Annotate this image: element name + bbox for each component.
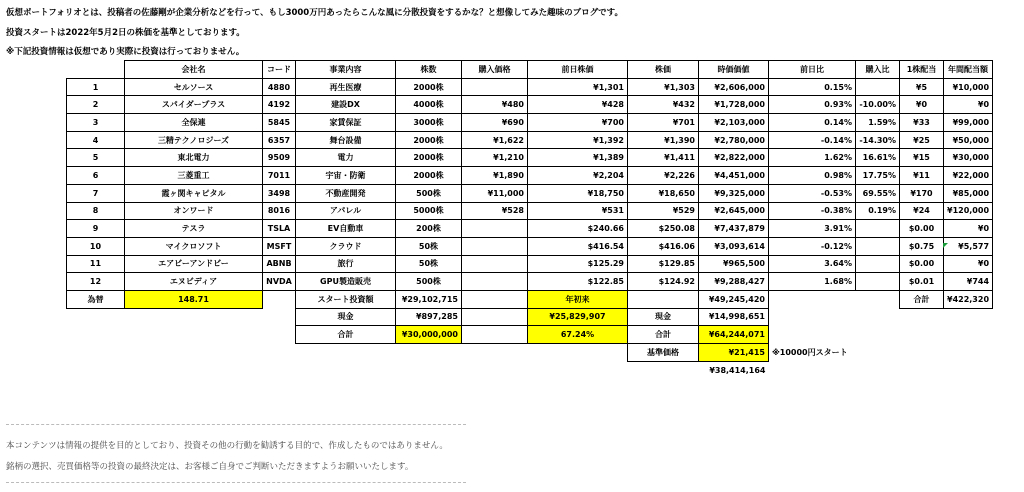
summary-row-4 — [67, 344, 993, 362]
header-cell: 1株配当 — [900, 61, 944, 79]
cell-annual: ¥10,000 — [944, 78, 993, 96]
cell-buychg — [856, 78, 900, 96]
cell-shares: 200株 — [396, 220, 462, 238]
cell-business: 舞台設備 — [296, 131, 396, 149]
header-cell: 時価価値 — [699, 61, 769, 79]
cell-value: ¥9,288,427 — [699, 273, 769, 291]
table-row — [67, 114, 993, 132]
divider — [6, 424, 466, 425]
cell-buychg: 16.61% — [856, 149, 900, 167]
ytd-percent: 67.24% — [528, 326, 628, 344]
cell-value: ¥3,093,614 — [699, 237, 769, 255]
comment-indicator-icon — [943, 243, 948, 248]
cell-buychg: -10.00% — [856, 96, 900, 114]
cell-name: 三菱重工 — [125, 167, 263, 185]
cell-shares: 2000株 — [396, 167, 462, 185]
cell-div: ¥25 — [900, 131, 944, 149]
cell-code: 5845 — [263, 114, 296, 132]
cell-business: EV自動車 — [296, 220, 396, 238]
summary-row-3 — [67, 326, 993, 344]
cell-prev: ¥531 — [528, 202, 628, 220]
base-price-value: ¥21,415 — [699, 344, 769, 362]
table-row — [67, 78, 993, 96]
portfolio-table — [66, 60, 993, 379]
cell-no: 12 — [67, 273, 125, 291]
cell-business: 家賃保証 — [296, 114, 396, 132]
cell-name: 全保連 — [125, 114, 263, 132]
cell-div: ¥15 — [900, 149, 944, 167]
cell-div: $0.00 — [900, 220, 944, 238]
cell-value: ¥4,451,000 — [699, 167, 769, 185]
cell-shares: 50株 — [396, 255, 462, 273]
cell-buychg — [856, 273, 900, 291]
cell-no: 11 — [67, 255, 125, 273]
current-invest-value: ¥49,245,420 — [699, 290, 769, 308]
cell-business: 旅行 — [296, 255, 396, 273]
cell-prev: ¥18,750 — [528, 184, 628, 202]
cell-code: TSLA — [263, 220, 296, 238]
table-row — [67, 167, 993, 185]
cell-price: ¥701 — [628, 114, 699, 132]
cell-name: エアビーアンドビー — [125, 255, 263, 273]
cell-buy: ¥690 — [462, 114, 528, 132]
cell-no: 4 — [67, 131, 125, 149]
cell-price: $129.85 — [628, 255, 699, 273]
summary-row-5 — [67, 361, 993, 379]
extra-value: ¥38,414,164 — [709, 365, 766, 375]
cell-no: 1 — [67, 78, 125, 96]
cell-daychg: 0.14% — [769, 114, 856, 132]
cell-value: ¥7,437,879 — [699, 220, 769, 238]
cell-buychg — [856, 220, 900, 238]
cell-business: 宇宙・防衛 — [296, 167, 396, 185]
cell-value: ¥965,500 — [699, 255, 769, 273]
cell-daychg: 0.93% — [769, 96, 856, 114]
cell-prev: ¥1,389 — [528, 149, 628, 167]
cell-shares: 50株 — [396, 237, 462, 255]
table-row — [67, 131, 993, 149]
cell-value: ¥2,822,000 — [699, 149, 769, 167]
cell-buy: ¥1,890 — [462, 167, 528, 185]
cell-code: 7011 — [263, 167, 296, 185]
cell-no: 3 — [67, 114, 125, 132]
cell-business: 再生医療 — [296, 78, 396, 96]
cell-no: 2 — [67, 96, 125, 114]
cell-buychg: -14.30% — [856, 131, 900, 149]
cell-value: ¥1,728,000 — [699, 96, 769, 114]
cell-div: ¥170 — [900, 184, 944, 202]
cell-name: セルソース — [125, 78, 263, 96]
header-cell: 購入価格 — [462, 61, 528, 79]
summary-row-1 — [67, 290, 993, 308]
cell-buy — [462, 255, 528, 273]
table-row — [67, 273, 993, 291]
intro-line-3: ※下記投資情報は仮想であり実際に投資は行っておりません。 — [6, 47, 245, 57]
cell-shares: 4000株 — [396, 96, 462, 114]
cell-annual: ¥5,577 — [944, 237, 993, 255]
cell-business: GPU製造販売 — [296, 273, 396, 291]
cell-daychg: -0.53% — [769, 184, 856, 202]
header-cell: コード — [263, 61, 296, 79]
cell-annual: ¥744 — [944, 273, 993, 291]
table-row — [67, 202, 993, 220]
cell-value: ¥2,780,000 — [699, 131, 769, 149]
cell-buy: ¥11,000 — [462, 184, 528, 202]
cell-business: アパレル — [296, 202, 396, 220]
cell-business: 不動産開発 — [296, 184, 396, 202]
cell-div: ¥33 — [900, 114, 944, 132]
cell-daychg: 0.15% — [769, 78, 856, 96]
cell-prev: ¥1,392 — [528, 131, 628, 149]
cell-div: ¥24 — [900, 202, 944, 220]
table-row — [67, 220, 993, 238]
cell-annual: ¥120,000 — [944, 202, 993, 220]
cell-div: $0.00 — [900, 255, 944, 273]
summary-row-2 — [67, 308, 993, 326]
cell-name: 霞ヶ関キャピタル — [125, 184, 263, 202]
cash-now-value: ¥14,998,651 — [699, 308, 769, 326]
cell-name: スパイダープラス — [125, 96, 263, 114]
fx-value: 148.71 — [125, 290, 263, 308]
cell-buy: ¥1,210 — [462, 149, 528, 167]
cell-annual: ¥85,000 — [944, 184, 993, 202]
total-now-label: 合計 — [628, 326, 699, 344]
header-cell: 前日株価 — [528, 61, 628, 79]
cell-business: クラウド — [296, 237, 396, 255]
cell-value: ¥2,606,000 — [699, 78, 769, 96]
cell-no: 6 — [67, 167, 125, 185]
cell-price: $124.92 — [628, 273, 699, 291]
cell-price: ¥432 — [628, 96, 699, 114]
cell-prev: ¥1,301 — [528, 78, 628, 96]
start-invest-value: ¥29,102,715 — [396, 290, 462, 308]
disclaimer-line-2: 銘柄の選択、売買価格等の投資の最終決定は、お客様ご自身でご判断いただきますようお願いいたします。 — [6, 462, 414, 472]
total-start-value: ¥30,000,000 — [396, 326, 462, 344]
cell-buychg: 1.59% — [856, 114, 900, 132]
cell-name: オンワード — [125, 202, 263, 220]
intro-line-2: 投資スタートは2022年5月2日の株価を基準としております。 — [6, 28, 245, 38]
cell-shares: 3000株 — [396, 114, 462, 132]
cell-div: $0.75 — [900, 237, 944, 255]
cell-prev: ¥428 — [528, 96, 628, 114]
header-cell: 年間配当額 — [944, 61, 993, 79]
annual-total-value: ¥422,320 — [944, 290, 993, 308]
annual-total-label: 合計 — [900, 290, 944, 308]
cell-div: $0.01 — [900, 273, 944, 291]
cell-code: 4880 — [263, 78, 296, 96]
cell-price: ¥18,650 — [628, 184, 699, 202]
cell-code: 4192 — [263, 96, 296, 114]
cell-buychg: 69.55% — [856, 184, 900, 202]
cell-prev: $416.54 — [528, 237, 628, 255]
cell-name: マイクロソフト — [125, 237, 263, 255]
header-cell: 購入比 — [856, 61, 900, 79]
cell-name: 東北電力 — [125, 149, 263, 167]
cell-name: エヌビディア — [125, 273, 263, 291]
cash-start-value: ¥897,285 — [396, 308, 462, 326]
cell-price: $416.06 — [628, 237, 699, 255]
cell-price: ¥529 — [628, 202, 699, 220]
fx-label: 為替 — [67, 290, 125, 308]
cash-label: 現金 — [296, 308, 396, 326]
header-cell: 株数 — [396, 61, 462, 79]
cell-prev: ¥2,204 — [528, 167, 628, 185]
cell-prev: $125.29 — [528, 255, 628, 273]
base-price-label: 基準価格 — [628, 344, 699, 362]
table-row — [67, 237, 993, 255]
cell-annual: ¥0 — [944, 96, 993, 114]
cell-annual: ¥0 — [944, 220, 993, 238]
cell-no: 10 — [67, 237, 125, 255]
cell-name: テスラ — [125, 220, 263, 238]
cell-buy — [462, 220, 528, 238]
cell-div: ¥11 — [900, 167, 944, 185]
cell-code: 8016 — [263, 202, 296, 220]
cell-business: 電力 — [296, 149, 396, 167]
cell-price: ¥2,226 — [628, 167, 699, 185]
table-body — [67, 78, 993, 290]
cell-annual: ¥30,000 — [944, 149, 993, 167]
cell-business: 建設DX — [296, 96, 396, 114]
table-header-row — [67, 61, 993, 79]
cell-value: ¥2,645,000 — [699, 202, 769, 220]
total-now-value: ¥64,244,071 — [699, 326, 769, 344]
cell-buy: ¥1,622 — [462, 131, 528, 149]
cell-no: 5 — [67, 149, 125, 167]
cell-daychg: 1.68% — [769, 273, 856, 291]
cell-value: ¥2,103,000 — [699, 114, 769, 132]
cell-shares: 5000株 — [396, 202, 462, 220]
cell-code: MSFT — [263, 237, 296, 255]
intro-line-1: 仮想ポートフォリオとは、投稿者の佐藤剛が企業分析などを行って、もし3000万円あったらこんな風に分散投資をするかな？と想像してみた趣味のブログです。 — [6, 8, 623, 18]
cell-code: NVDA — [263, 273, 296, 291]
cell-annual: ¥99,000 — [944, 114, 993, 132]
start-invest-label: スタート投資額 — [296, 290, 396, 308]
cell-daychg: -0.12% — [769, 237, 856, 255]
cell-annual: ¥0 — [944, 255, 993, 273]
cell-annual: ¥22,000 — [944, 167, 993, 185]
cell-code: ABNB — [263, 255, 296, 273]
cell-buychg: 0.19% — [856, 202, 900, 220]
cell-prev: ¥700 — [528, 114, 628, 132]
header-cell: 株価 — [628, 61, 699, 79]
cell-price: ¥1,411 — [628, 149, 699, 167]
header-cell: 会社名 — [125, 61, 263, 79]
cell-value: ¥9,325,000 — [699, 184, 769, 202]
cell-shares: 2000株 — [396, 149, 462, 167]
table-row — [67, 255, 993, 273]
cell-prev: $240.66 — [528, 220, 628, 238]
cell-daychg: 0.98% — [769, 167, 856, 185]
total-label: 合計 — [296, 326, 396, 344]
disclaimer-line-1: 本コンテンツは情報の提供を目的としており、投資その他の行動を勧誘する目的で、作成したものではありません。 — [6, 441, 448, 451]
cell-price: ¥1,390 — [628, 131, 699, 149]
cell-daychg: 3.64% — [769, 255, 856, 273]
cell-shares: 500株 — [396, 184, 462, 202]
cash-now-label: 現金 — [628, 308, 699, 326]
cell-no: 9 — [67, 220, 125, 238]
cell-buy: ¥528 — [462, 202, 528, 220]
cell-annual: ¥50,000 — [944, 131, 993, 149]
cell-shares: 2000株 — [396, 131, 462, 149]
cell-code: 9509 — [263, 149, 296, 167]
cell-no: 7 — [67, 184, 125, 202]
cell-daychg: 1.62% — [769, 149, 856, 167]
cell-shares: 2000株 — [396, 78, 462, 96]
cell-no: 8 — [67, 202, 125, 220]
cell-code: 6357 — [263, 131, 296, 149]
cell-daychg: -0.38% — [769, 202, 856, 220]
table-row — [67, 96, 993, 114]
cell-code: 3498 — [263, 184, 296, 202]
cell-buy — [462, 237, 528, 255]
table-row — [67, 184, 993, 202]
cell-price: ¥1,303 — [628, 78, 699, 96]
cell-buy — [462, 78, 528, 96]
cell-buy — [462, 273, 528, 291]
cell-price: $250.08 — [628, 220, 699, 238]
ytd-value: ¥25,829,907 — [528, 308, 628, 326]
cell-prev: $122.85 — [528, 273, 628, 291]
cell-buychg — [856, 237, 900, 255]
cell-div: ¥0 — [900, 96, 944, 114]
table-row — [67, 149, 993, 167]
cell-buychg: 17.75% — [856, 167, 900, 185]
header-cell: 事業内容 — [296, 61, 396, 79]
cell-buy: ¥480 — [462, 96, 528, 114]
cell-buychg — [856, 255, 900, 273]
base-price-note: ※10000円スタート — [772, 347, 848, 357]
header-cell: 前日比 — [769, 61, 856, 79]
ytd-label: 年初来 — [528, 290, 628, 308]
cell-name: 三精テクノロジーズ — [125, 131, 263, 149]
divider — [6, 482, 466, 483]
cell-daychg: 3.91% — [769, 220, 856, 238]
cell-shares: 500株 — [396, 273, 462, 291]
cell-daychg: -0.14% — [769, 131, 856, 149]
cell-div: ¥5 — [900, 78, 944, 96]
